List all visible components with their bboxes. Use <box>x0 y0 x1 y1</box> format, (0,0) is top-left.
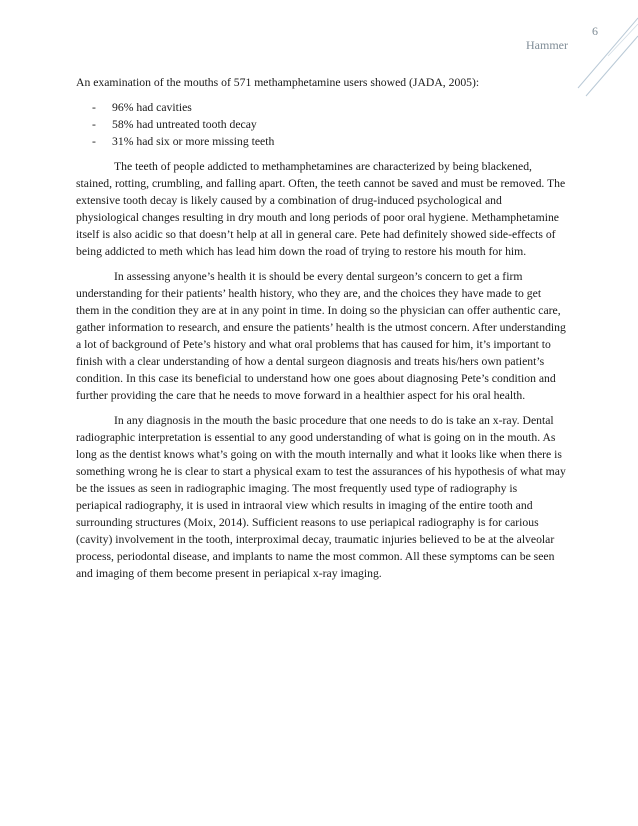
list-item <box>92 116 566 133</box>
paragraph-health-history: In assessing anyone’s health it is should be every dental surgeon’s concern to get a firm understanding for their patients’ health history, who they are, and the choices they have made to get them in the condition they are at in any point in time. In doing so the physician can offer authentic care, gather information to research, and ensure the patients’ health is the utmost concern. After understanding a lot of background of Pete’s history and what oral problems that has caused for him, it’s important to finish with a clear understanding of how a dental surgeon diagnosis and treats his/hers own patient’s condition. In this case its beneficial to understand how one goes about diagnosing Pete’s condition and further providing the care that he needs to move forward in a healthier aspect for his oral health. <box>76 270 566 402</box>
list-item <box>92 99 566 116</box>
page-number: 6 <box>592 24 598 38</box>
body-text <box>76 74 566 590</box>
corner-line-3 <box>608 24 638 56</box>
paragraph-radiography: In any diagnosis in the mouth the basic procedure that one needs to do is take an x-ray. Dental radiographic interpretation is essential to any good understanding of what is going on in the mouth. As long as the dentist knows what’s going on with the mouth internally and what it looks like when there is something wrong he is clear to start a physical exam to test the assurances of his hypothesis of what may be the issues as seen in radiographic imaging. The most frequently used type of radiography is periapical radiography, it is used in intraoral view which results in imaging of the entire tooth and surrounding structures (Moix, 2014). Sufficient reasons to use periapical radiography is for carious (cavity) involvement in the tooth, interproximal decay, traumatic injuries believed to be at the alveolar process, periodontal disease, and implants to name the most common. All these symptoms can be seen and imaging of them become present in periapical x-ray imaging. <box>76 414 566 580</box>
running-head: Hammer <box>526 38 568 52</box>
list-item <box>92 133 566 150</box>
list-marker: - <box>92 135 96 148</box>
statistics-list <box>76 99 566 150</box>
list-item-text: 31% had six or more missing teeth <box>112 135 275 148</box>
intro-sentence: An examination of the mouths of 571 methamphetamine users showed (JADA, 2005): <box>76 76 480 89</box>
list-marker: - <box>92 118 96 131</box>
list-item-text: 96% had cavities <box>112 101 192 114</box>
corner-line-1 <box>578 18 638 88</box>
corner-line-2 <box>586 36 638 96</box>
paragraph-meth-teeth: The teeth of people addicted to methamphetamines are characterized by being blackened, stained, rotting, crumbling, and falling apart. Often, the teeth cannot be saved and must be removed. The extensive tooth decay is likely caused by a combination of drug-induced psychological and physiological changes resulting in dry mouth and long periods of poor oral hygiene. Methamphetamine itself is also acidic so that doesn’t help at all in general care. Pete had definitely showed side-effects of being addicted to meth which has lead him down the road of trying to restore his mouth for him. <box>76 160 566 258</box>
list-item-text: 58% had untreated tooth decay <box>112 118 257 131</box>
list-marker: - <box>92 101 96 114</box>
